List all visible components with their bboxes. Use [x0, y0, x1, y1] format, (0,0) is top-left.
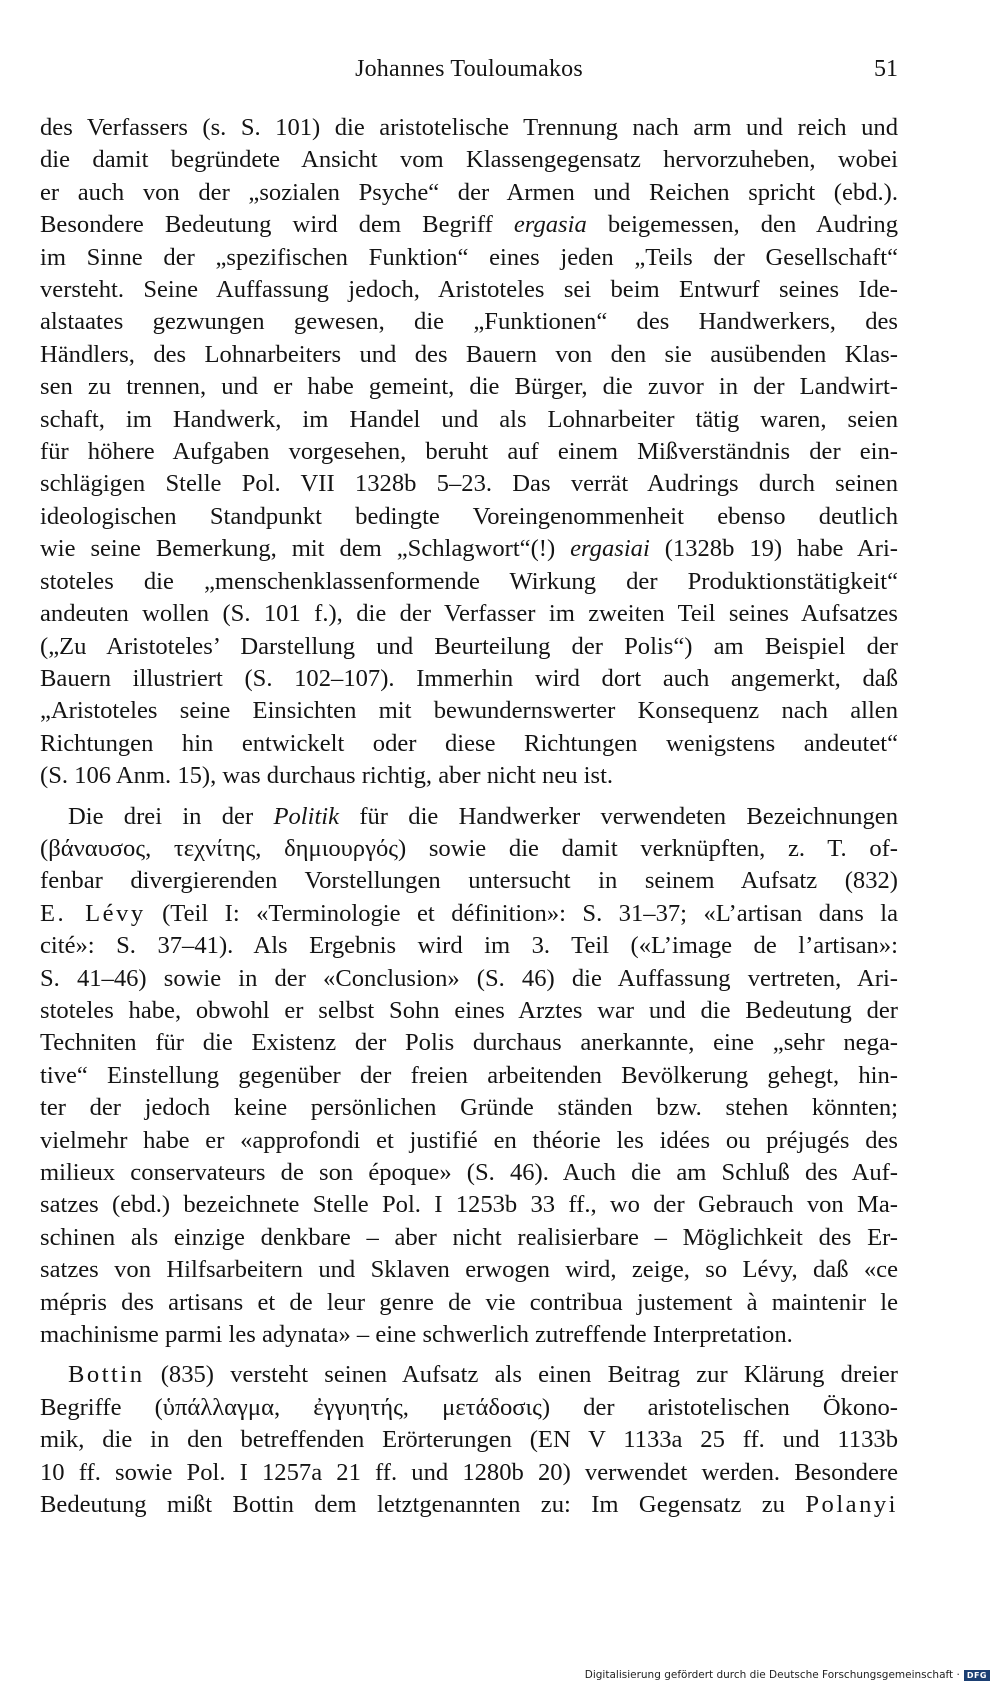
text-run: für höhere Aufgaben vorgesehen, beruht auf einem Mißverständnis der ein-: [40, 438, 898, 466]
text-line: [40, 242, 898, 274]
text-line: [40, 631, 898, 663]
text-line: [40, 1125, 898, 1157]
text-line: [40, 801, 898, 833]
text-line: [40, 177, 898, 209]
text-line: [40, 436, 898, 468]
text-line: [40, 1489, 898, 1521]
text-run: S. 41–46) sowie in der «Conclusion» (S. 46) die Auffassung vertreten, Ari-: [40, 964, 898, 992]
text-run: Die drei in der: [68, 802, 274, 830]
text-run: Bedeutung mißt Bottin dem letztgenannten zu: Im Gegensatz zu: [40, 1491, 806, 1519]
text-line: [40, 1092, 898, 1124]
text-line: [40, 566, 898, 598]
text-run: ideologischen Standpunkt bedingte Voreingenommenheit ebenso deutlich: [40, 502, 898, 530]
text-line: [40, 468, 898, 500]
text-run: „Aristoteles seine Einsichten mit bewundernswerter Konsequenz nach allen: [40, 697, 898, 725]
text-run: schlägigen Stelle Pol. VII 1328b 5–23. Das verrät Audrings durch seinen: [40, 470, 898, 498]
text-run: schinen als einzige denkbare – aber nicht realisierbare – Möglichkeit des Er-: [40, 1223, 898, 1251]
text-run: tive“ Einstellung gegenüber der freien arbeitenden Bevölkerung gehegt, hin-: [40, 1061, 898, 1089]
text-line: [40, 209, 898, 241]
text-line: [40, 663, 898, 695]
text-run: satzes (ebd.) bezeichnete Stelle Pol. I 1253b 33 ff., wo der Gebrauch von Ma-: [40, 1191, 898, 1219]
text-line: [40, 1319, 898, 1351]
text-line: [40, 865, 898, 897]
text-line: [40, 533, 898, 565]
paragraph-1: [40, 112, 898, 793]
text-run: fenbar divergierenden Vorstellungen untersucht in seinem Aufsatz (832): [40, 867, 898, 895]
text-run: im Sinne der „spezifischen Funktion“ eines jeden „Teils der Gesellschaft“: [40, 243, 898, 271]
text-line: [40, 404, 898, 436]
paragraph-2: [40, 801, 898, 1352]
text-run: schaft, im Handwerk, im Handel und als Lohnarbeiter tätig waren, seien: [40, 405, 898, 433]
text-line: [40, 995, 898, 1027]
text-line: [40, 1287, 898, 1319]
text-run: Techniten für die Existenz der Polis durchaus anerkannte, eine „sehr nega-: [40, 1029, 898, 1057]
text-line: [40, 1392, 898, 1424]
text-run: Besondere Bedeutung wird dem Begriff: [40, 211, 514, 239]
text-line: [40, 144, 898, 176]
text-run: mépris des artisans et de leur genre de vie contribua justement à maintenir le: [40, 1288, 898, 1316]
body-text: [40, 112, 898, 1521]
text-line: [40, 760, 898, 792]
text-run: Richtungen hin entwickelt oder diese Richtungen wenigstens andeutet“: [40, 729, 898, 757]
credit-text: Digitalisierung gefördert durch die Deutsche Forschungsgemeinschaft ·: [584, 1669, 960, 1681]
text-run: (1328b 19) habe Ari-: [649, 535, 898, 563]
text-line: [40, 728, 898, 760]
text-run: machinisme parmi les adynata» – eine schwerlich zutreffende Interpretation.: [40, 1321, 793, 1349]
text-run: satzes von Hilfsarbeitern und Sklaven erwogen wird, zeige, so Lévy, daß «ce: [40, 1256, 898, 1284]
text-run: (βάναυσος, τεχνίτης, δημιουργός) sowie die damit verknüpften, z. T. of-: [40, 834, 898, 862]
text-line: [40, 1457, 898, 1489]
text-run: (835) versteht seinen Aufsatz als einen Beitrag zur Klärung dreier: [144, 1361, 898, 1389]
text-line: [40, 339, 898, 371]
paragraph-3: [40, 1359, 898, 1521]
text-line: [40, 598, 898, 630]
text-run: stoteles habe, obwohl er selbst Sohn eines Arztes war und die Bedeutung der: [40, 996, 898, 1024]
text-line: [40, 1359, 898, 1391]
text-line: [40, 1060, 898, 1092]
text-line: [40, 306, 898, 338]
text-line: [40, 1222, 898, 1254]
spaced-name: E. Lévy: [40, 899, 146, 927]
text-run: alstaates gezwungen gewesen, die „Funktionen“ des Handwerkers, des: [40, 308, 898, 336]
text-run: des Verfassers (s. S. 101) die aristotelische Trennung nach arm und reich und: [40, 114, 898, 141]
text-run: 10 ff. sowie Pol. I 1257a 21 ff. und 1280b 20) verwendet werden. Besondere: [40, 1458, 898, 1486]
text-run: mik, die in den betreffenden Erörterungen (EN V 1133a 25 ff. und 1133b: [40, 1426, 898, 1454]
text-line: [40, 898, 898, 930]
text-line: [40, 695, 898, 727]
text-run: Bauern illustriert (S. 102–107). Immerhin wird dort auch angemerkt, daß: [40, 664, 898, 692]
running-head-author: Johannes Touloumakos: [355, 56, 583, 82]
text-line: [40, 274, 898, 306]
text-run: andeuten wollen (S. 101 f.), die der Verfasser im zweiten Teil seines Aufsatzes: [40, 600, 898, 628]
running-head: [40, 56, 898, 90]
text-run: beigemessen, den Audring: [586, 211, 898, 239]
italic-term: Politik: [273, 802, 340, 830]
text-line: [40, 1027, 898, 1059]
text-line: [40, 501, 898, 533]
text-line: [40, 112, 898, 144]
text-run: er auch von der „sozialen Psyche“ der Armen und Reichen spricht (ebd.).: [40, 178, 898, 206]
spaced-name: Bottin: [68, 1361, 145, 1389]
dfg-logo-icon: DFG: [964, 1670, 990, 1681]
digitization-credit: [585, 1669, 990, 1681]
text-run: (S. 106 Anm. 15), was durchaus richtig, aber nicht neu ist.: [40, 762, 614, 790]
text-run: vielmehr habe er «approfondi et justifié en théorie les idées ou préjugés des: [40, 1126, 898, 1154]
text-run: stoteles die „menschenklassenformende Wirkung der Produktionstätigkeit“: [40, 567, 898, 595]
text-run: Begriffe (ὑπάλλαγμα, ἐγγυητής, μετάδοσις) der aristotelischen Ökono-: [40, 1393, 898, 1421]
spaced-name: Polanyi: [805, 1491, 898, 1519]
text-line: [40, 963, 898, 995]
italic-term: ergasiai: [570, 535, 650, 563]
text-run: (Teil I: «Terminologie et définition»: S. 31–37; «L’artisan dans la: [145, 899, 898, 927]
text-line: [40, 1157, 898, 1189]
text-line: [40, 371, 898, 403]
text-line: [40, 1424, 898, 1456]
text-run: die damit begründete Ansicht vom Klassengegensatz hervorzuheben, wobei: [40, 146, 898, 174]
text-run: ter der jedoch keine persönlichen Gründe ständen bzw. stehen könnten;: [40, 1094, 898, 1122]
page-number: 51: [874, 56, 898, 82]
text-line: [40, 1189, 898, 1221]
text-line: [40, 833, 898, 865]
text-line: [40, 930, 898, 962]
text-run: Händlers, des Lohnarbeiters und des Bauern von den sie ausübenden Klas-: [40, 340, 898, 368]
text-run: sen zu trennen, und er habe gemeint, die Bürger, die zuvor in der Landwirt-: [40, 373, 898, 401]
text-run: versteht. Seine Auffassung jedoch, Aristoteles sei beim Entwurf seines Ide-: [40, 276, 898, 304]
text-run: cité»: S. 37–41). Als Ergebnis wird im 3. Teil («L’image de l’artisan»:: [40, 932, 898, 960]
text-run: milieux conservateurs de son époque» (S. 46). Auch die am Schluß des Auf-: [40, 1159, 898, 1186]
text-line: [40, 1254, 898, 1286]
text-run: wie seine Bemerkung, mit dem „Schlagwort“(!): [40, 535, 571, 563]
text-run: für die Handwerker verwendeten Bezeichnungen: [339, 802, 898, 830]
italic-term: ergasia: [513, 211, 587, 239]
text-run: („Zu Aristoteles’ Darstellung und Beurteilung der Polis“) am Beispiel der: [40, 632, 898, 660]
